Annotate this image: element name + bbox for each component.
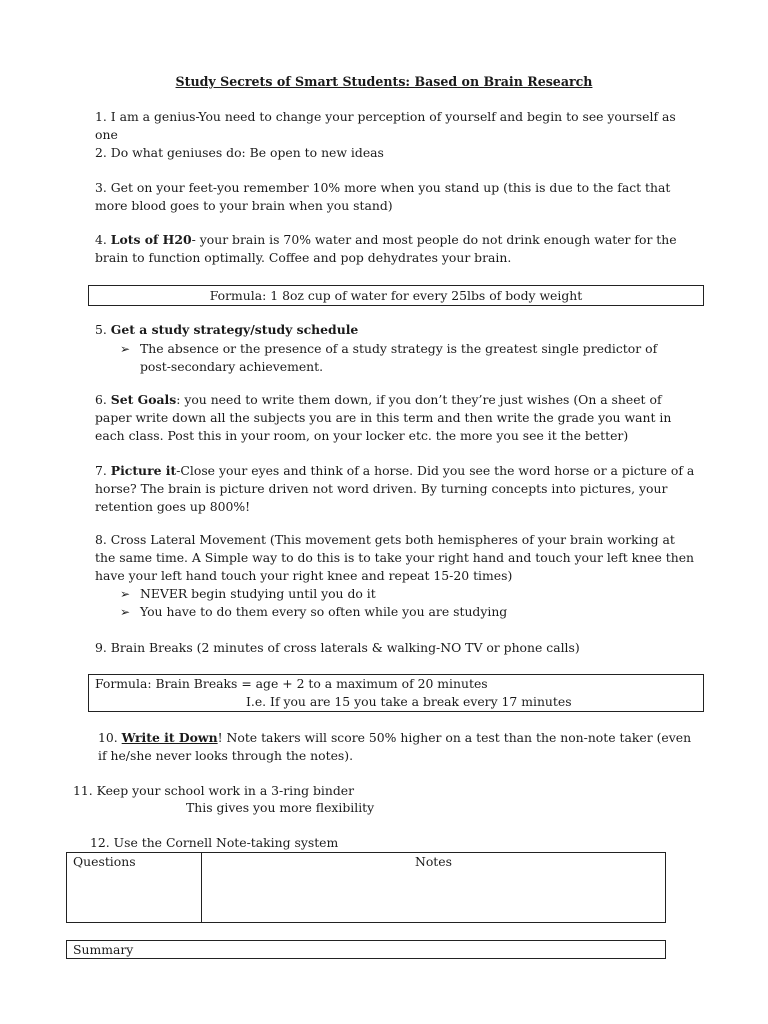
item-6-number: 6. (95, 392, 111, 407)
item-11: 11. Keep your school work in a 3-ring binder (73, 783, 355, 798)
item-5 (95, 321, 695, 339)
item-4-heading: Lots of H20 (110, 232, 192, 247)
item-5-number: 5. (95, 322, 111, 337)
item-9: 9. Brain Breaks (2 minutes of cross laterals & walking-NO TV or phone calls) (95, 640, 580, 655)
item-7-number: 7. (95, 463, 111, 478)
document-title: Study Secrets of Smart Students: Based on Brain Research (175, 74, 593, 89)
item-7 (95, 462, 695, 516)
item-4 (95, 231, 695, 267)
item-10-heading: Write it Down (121, 730, 218, 745)
item-8-bullet-2-text: You have to do them every so often while you are studying (140, 604, 508, 619)
formula-brain-breaks-line-2: I.e. If you are 15 you take a break every 17 minutes (246, 694, 572, 709)
formula-brain-breaks-line-1: Formula: Brain Breaks = age + 2 to a maximum of 20 minutes (95, 676, 488, 691)
item-4-text: - your brain is 70% water and most people do not drink enough water for the brain to function optimally. Coffee and pop dehydrates your brain. (95, 232, 677, 265)
item-2: 2. Do what geniuses do: Be open to new ideas (95, 145, 384, 160)
item-5-bullet (120, 340, 660, 376)
item-6-text: : you need to write them down, if you don’t they’re just wishes (On a sheet of paper write down all the subjects you are in this term and then write the grade you want in each class. Post this in your room, on your locker etc. the more you see it the better) (95, 392, 672, 443)
cornell-summary-label: Summary (73, 942, 134, 957)
item-3: 3. Get on your feet-you remember 10% more when you stand up (this is due to the fact that more blood goes to your brain when you stand) (95, 180, 671, 213)
item-10-text: ! Note takers will score 50% higher on a test than the non-note taker (even if he/she never looks through the notes). (98, 730, 692, 763)
item-8-bullet-2 (120, 603, 680, 621)
formula-water-text: Formula: 1 8oz cup of water for every 25lbs of body weight (209, 288, 583, 303)
item-5-bullet-text: The absence or the presence of a study strategy is the greatest single predictor of post-secondary achievement. (140, 341, 658, 374)
arrow-bullet-icon: ➢ (120, 342, 131, 356)
item-8-bullet-1-text: NEVER begin studying until you do it (140, 586, 376, 601)
item-7-heading: Picture it (110, 463, 177, 478)
cornell-summary-row (66, 940, 666, 959)
item-8: 8. Cross Lateral Movement (This movement gets both hemispheres of your brain working at the same time. A Simple way to do this is to take your right hand and touch your left knee then have your left hand touch your right knee and repeat 15-20 times) (95, 532, 695, 583)
item-6 (95, 391, 695, 445)
item-4-number: 4. (95, 232, 111, 247)
cornell-questions-label: Questions (73, 854, 136, 869)
item-8-bullet-1 (120, 585, 680, 603)
item-12: 12. Use the Cornell Note-taking system (90, 835, 339, 850)
item-10 (98, 729, 698, 765)
cornell-notes-label: Notes (415, 854, 452, 869)
cornell-notes-column (201, 852, 666, 923)
item-11-subtext: This gives you more flexibility (186, 800, 375, 815)
item-1: 1. I am a genius-You need to change your perception of yourself and begin to see yourself as one (95, 109, 676, 142)
formula-box-brain-breaks (88, 674, 704, 712)
item-10-number: 10. (98, 730, 122, 745)
item-5-heading: Get a study strategy/study schedule (110, 322, 359, 337)
arrow-bullet-icon: ➢ (120, 605, 131, 619)
cornell-questions-column (66, 852, 202, 923)
formula-box-water (88, 285, 704, 306)
item-6-heading: Set Goals (110, 392, 177, 407)
item-7-text: -Close your eyes and think of a horse. Did you see the word horse or a picture of a horse? The brain is picture driven not word driven. By turning concepts into pictures, your retention goes up 800%! (95, 463, 695, 514)
arrow-bullet-icon: ➢ (120, 587, 131, 601)
